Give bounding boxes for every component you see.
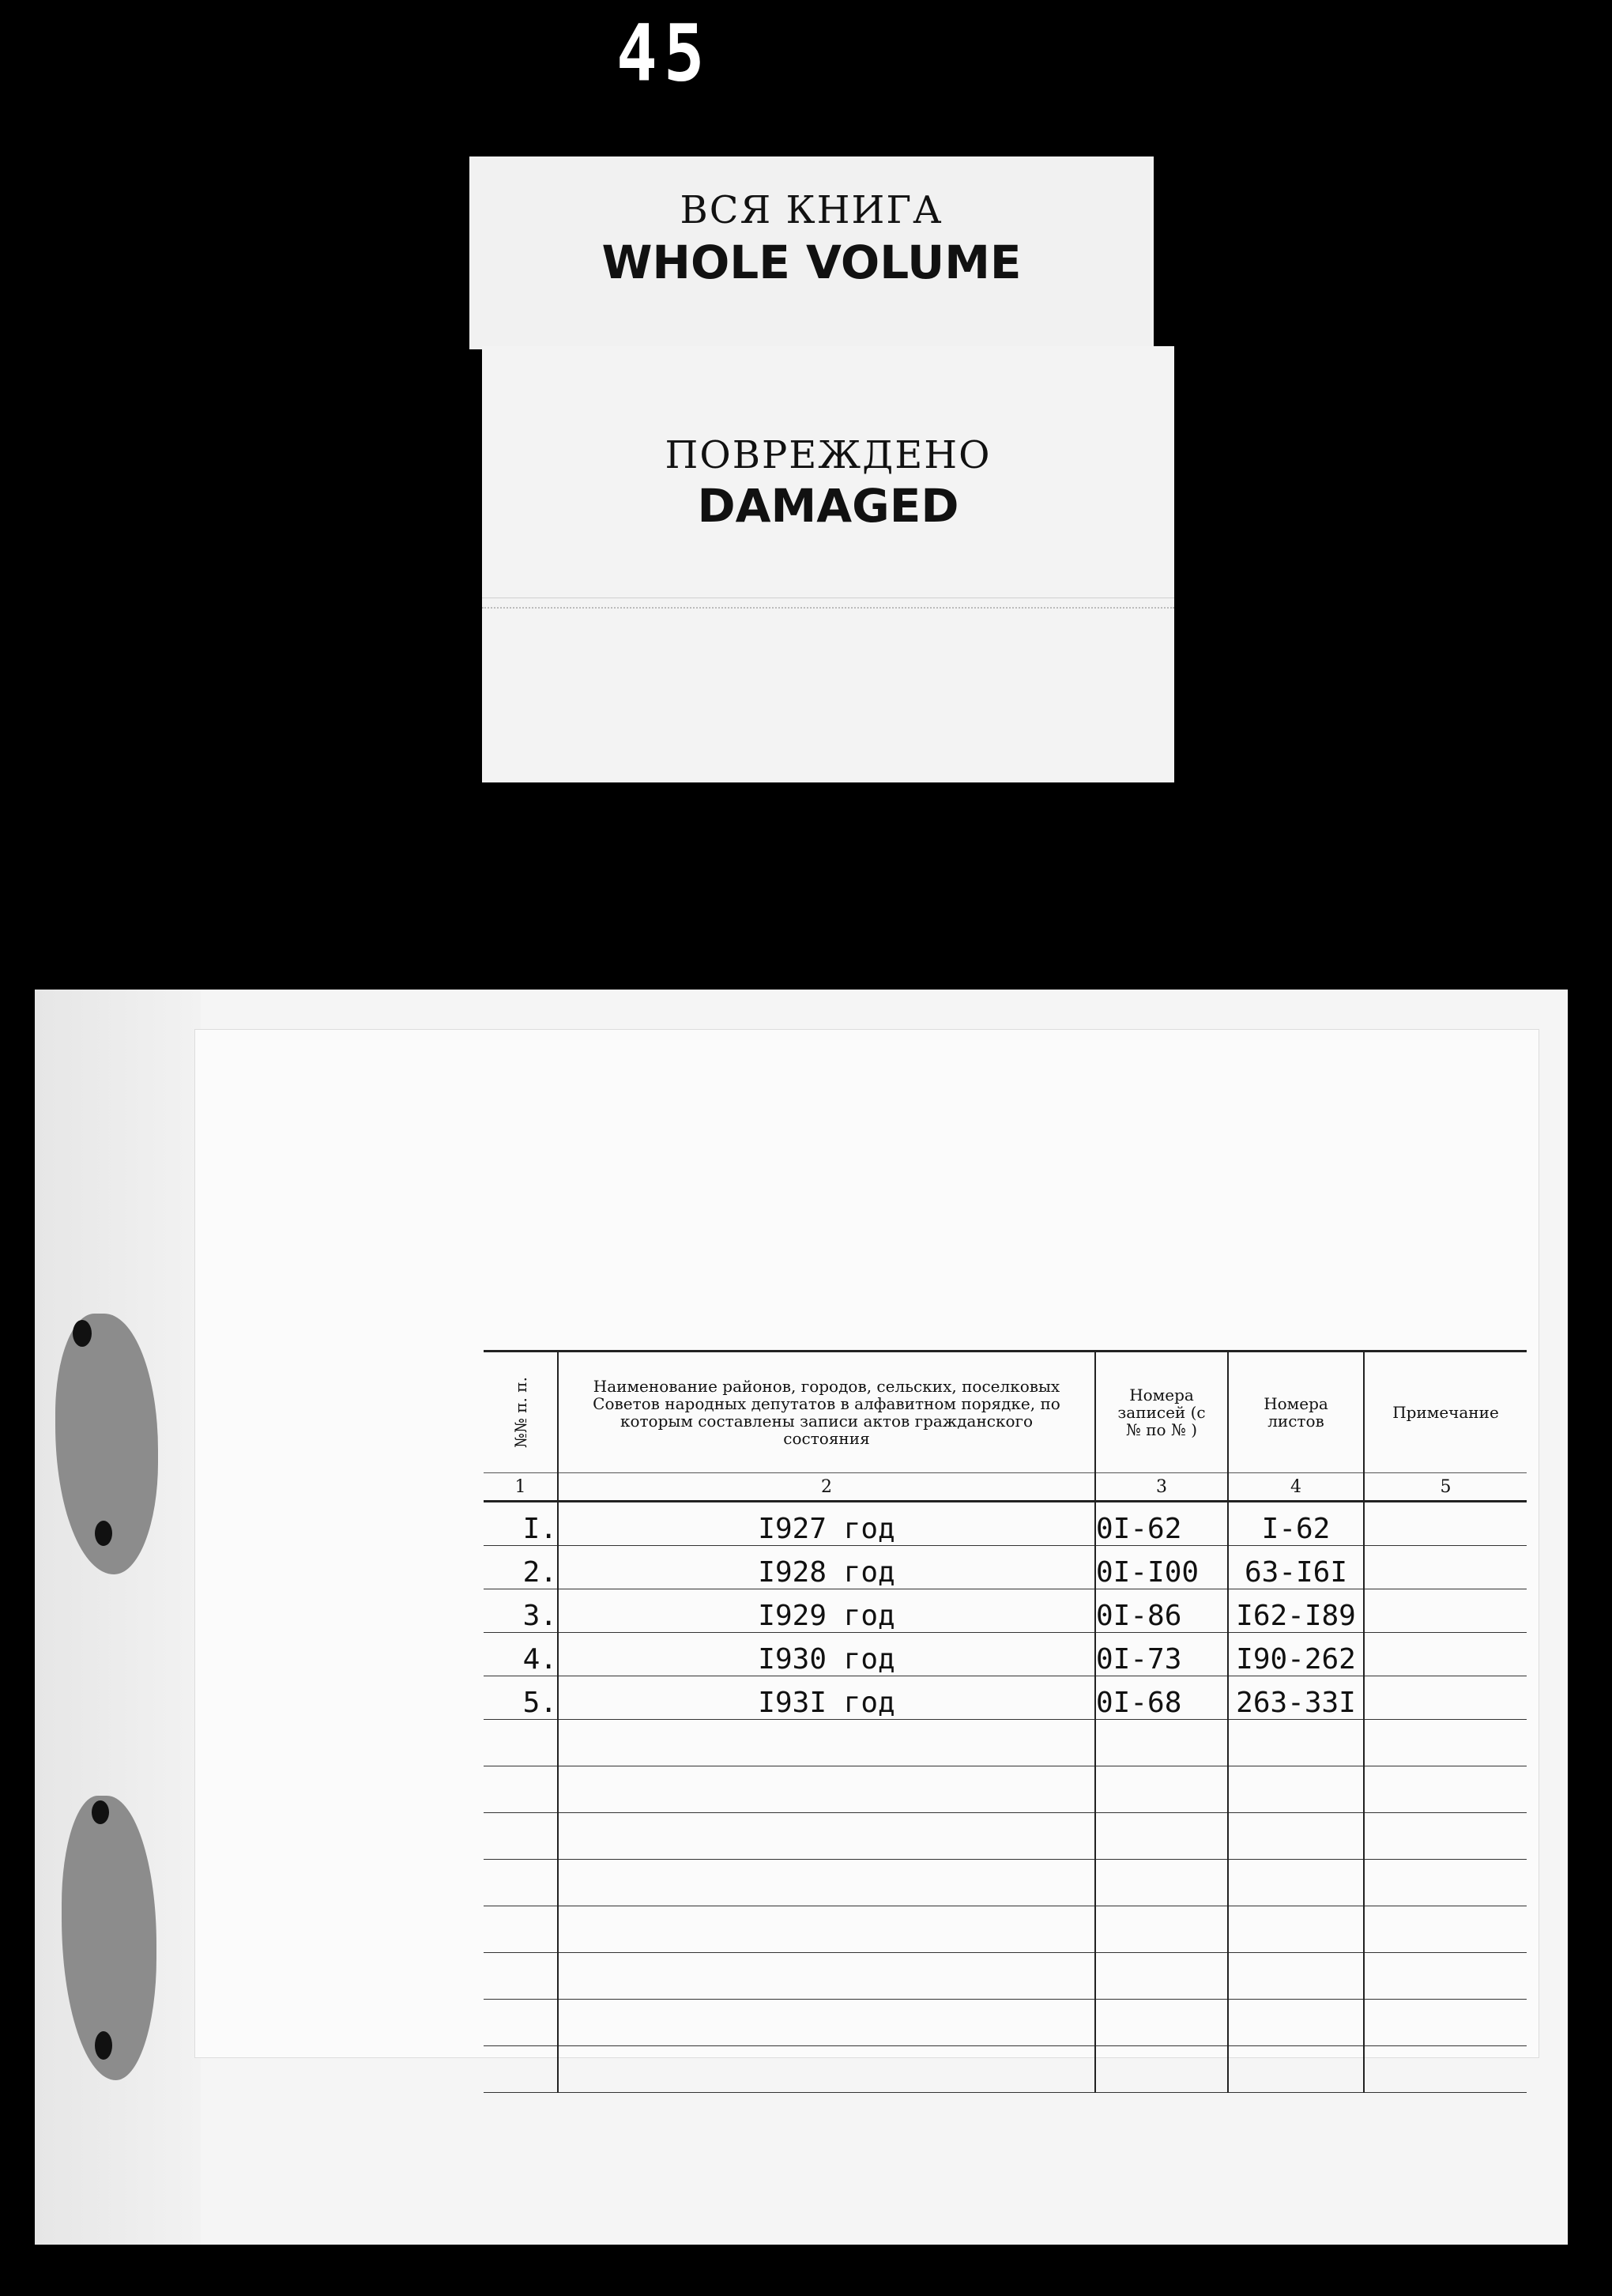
row-name: I93I год — [558, 1676, 1095, 1720]
empty-row — [484, 1766, 1527, 1813]
table-row — [484, 1546, 1527, 1589]
header-row-number: №№ п. п. — [484, 1352, 558, 1473]
row-sheets: I90-262 — [1228, 1633, 1364, 1676]
col-number: 3 — [1095, 1473, 1228, 1502]
table-row — [484, 1589, 1527, 1633]
col-number: 4 — [1228, 1473, 1364, 1502]
row-note — [1364, 1502, 1527, 1546]
row-number: 3. — [484, 1589, 558, 1633]
empty-row — [484, 2046, 1527, 2093]
row-records: 0I-86 — [1095, 1589, 1228, 1633]
empty-row — [484, 2000, 1527, 2046]
empty-row — [484, 1860, 1527, 1906]
label-dotted-line — [482, 607, 1174, 610]
row-sheets: 263-33I — [1228, 1676, 1364, 1720]
col-number: 2 — [558, 1473, 1095, 1502]
empty-row — [484, 1720, 1527, 1766]
binding-hole — [73, 1320, 92, 1347]
header-records: Номера записей (с № по № ) — [1095, 1352, 1228, 1473]
empty-row — [484, 1813, 1527, 1860]
row-records: 0I-62 — [1095, 1502, 1228, 1546]
row-sheets: I62-I89 — [1228, 1589, 1364, 1633]
binding-hole — [95, 1521, 112, 1546]
table-row — [484, 1633, 1527, 1676]
row-name: I928 год — [558, 1546, 1095, 1589]
whole-volume-en: WHOLE VOLUME — [601, 236, 1022, 289]
empty-row — [484, 1953, 1527, 2000]
header-sheets: Номера листов — [1228, 1352, 1364, 1473]
damaged-label — [482, 346, 1174, 782]
header-name: Наименование районов, городов, сельских, поселковых Советов народных депутатов в алфавитном порядке, по которым составлены записи актов гражданского состояния — [558, 1352, 1095, 1473]
row-records: 0I-68 — [1095, 1676, 1228, 1720]
table-row — [484, 1676, 1527, 1720]
row-number: 2. — [484, 1546, 558, 1589]
row-name: I929 год — [558, 1589, 1095, 1633]
binding-hole — [95, 2031, 112, 2060]
header-note: Примечание — [1364, 1352, 1527, 1473]
whole-volume-ru: ВСЯ КНИГА — [680, 188, 943, 232]
row-sheets: I-62 — [1228, 1502, 1364, 1546]
row-name: I930 год — [558, 1633, 1095, 1676]
row-number: I. — [484, 1502, 558, 1546]
damaged-ru: ПОВРЕЖДЕНО — [665, 433, 992, 477]
table-row — [484, 1502, 1527, 1546]
row-sheets: 63-I6I — [1228, 1546, 1364, 1589]
damaged-en: DAMAGED — [697, 479, 959, 533]
row-note — [1364, 1546, 1527, 1589]
whole-volume-label — [469, 156, 1154, 349]
row-note — [1364, 1589, 1527, 1633]
row-records: 0I-73 — [1095, 1633, 1228, 1676]
film-number: 45 — [616, 8, 711, 100]
row-note — [1364, 1633, 1527, 1676]
row-number: 5. — [484, 1676, 558, 1720]
empty-row — [484, 1906, 1527, 1953]
col-number: 1 — [484, 1473, 558, 1502]
col-number: 5 — [1364, 1473, 1527, 1502]
binding-hole — [92, 1800, 109, 1824]
row-note — [1364, 1676, 1527, 1720]
row-name: I927 год — [558, 1502, 1095, 1546]
row-records: 0I-I00 — [1095, 1546, 1228, 1589]
row-number: 4. — [484, 1633, 558, 1676]
register-table — [484, 1350, 1527, 2093]
